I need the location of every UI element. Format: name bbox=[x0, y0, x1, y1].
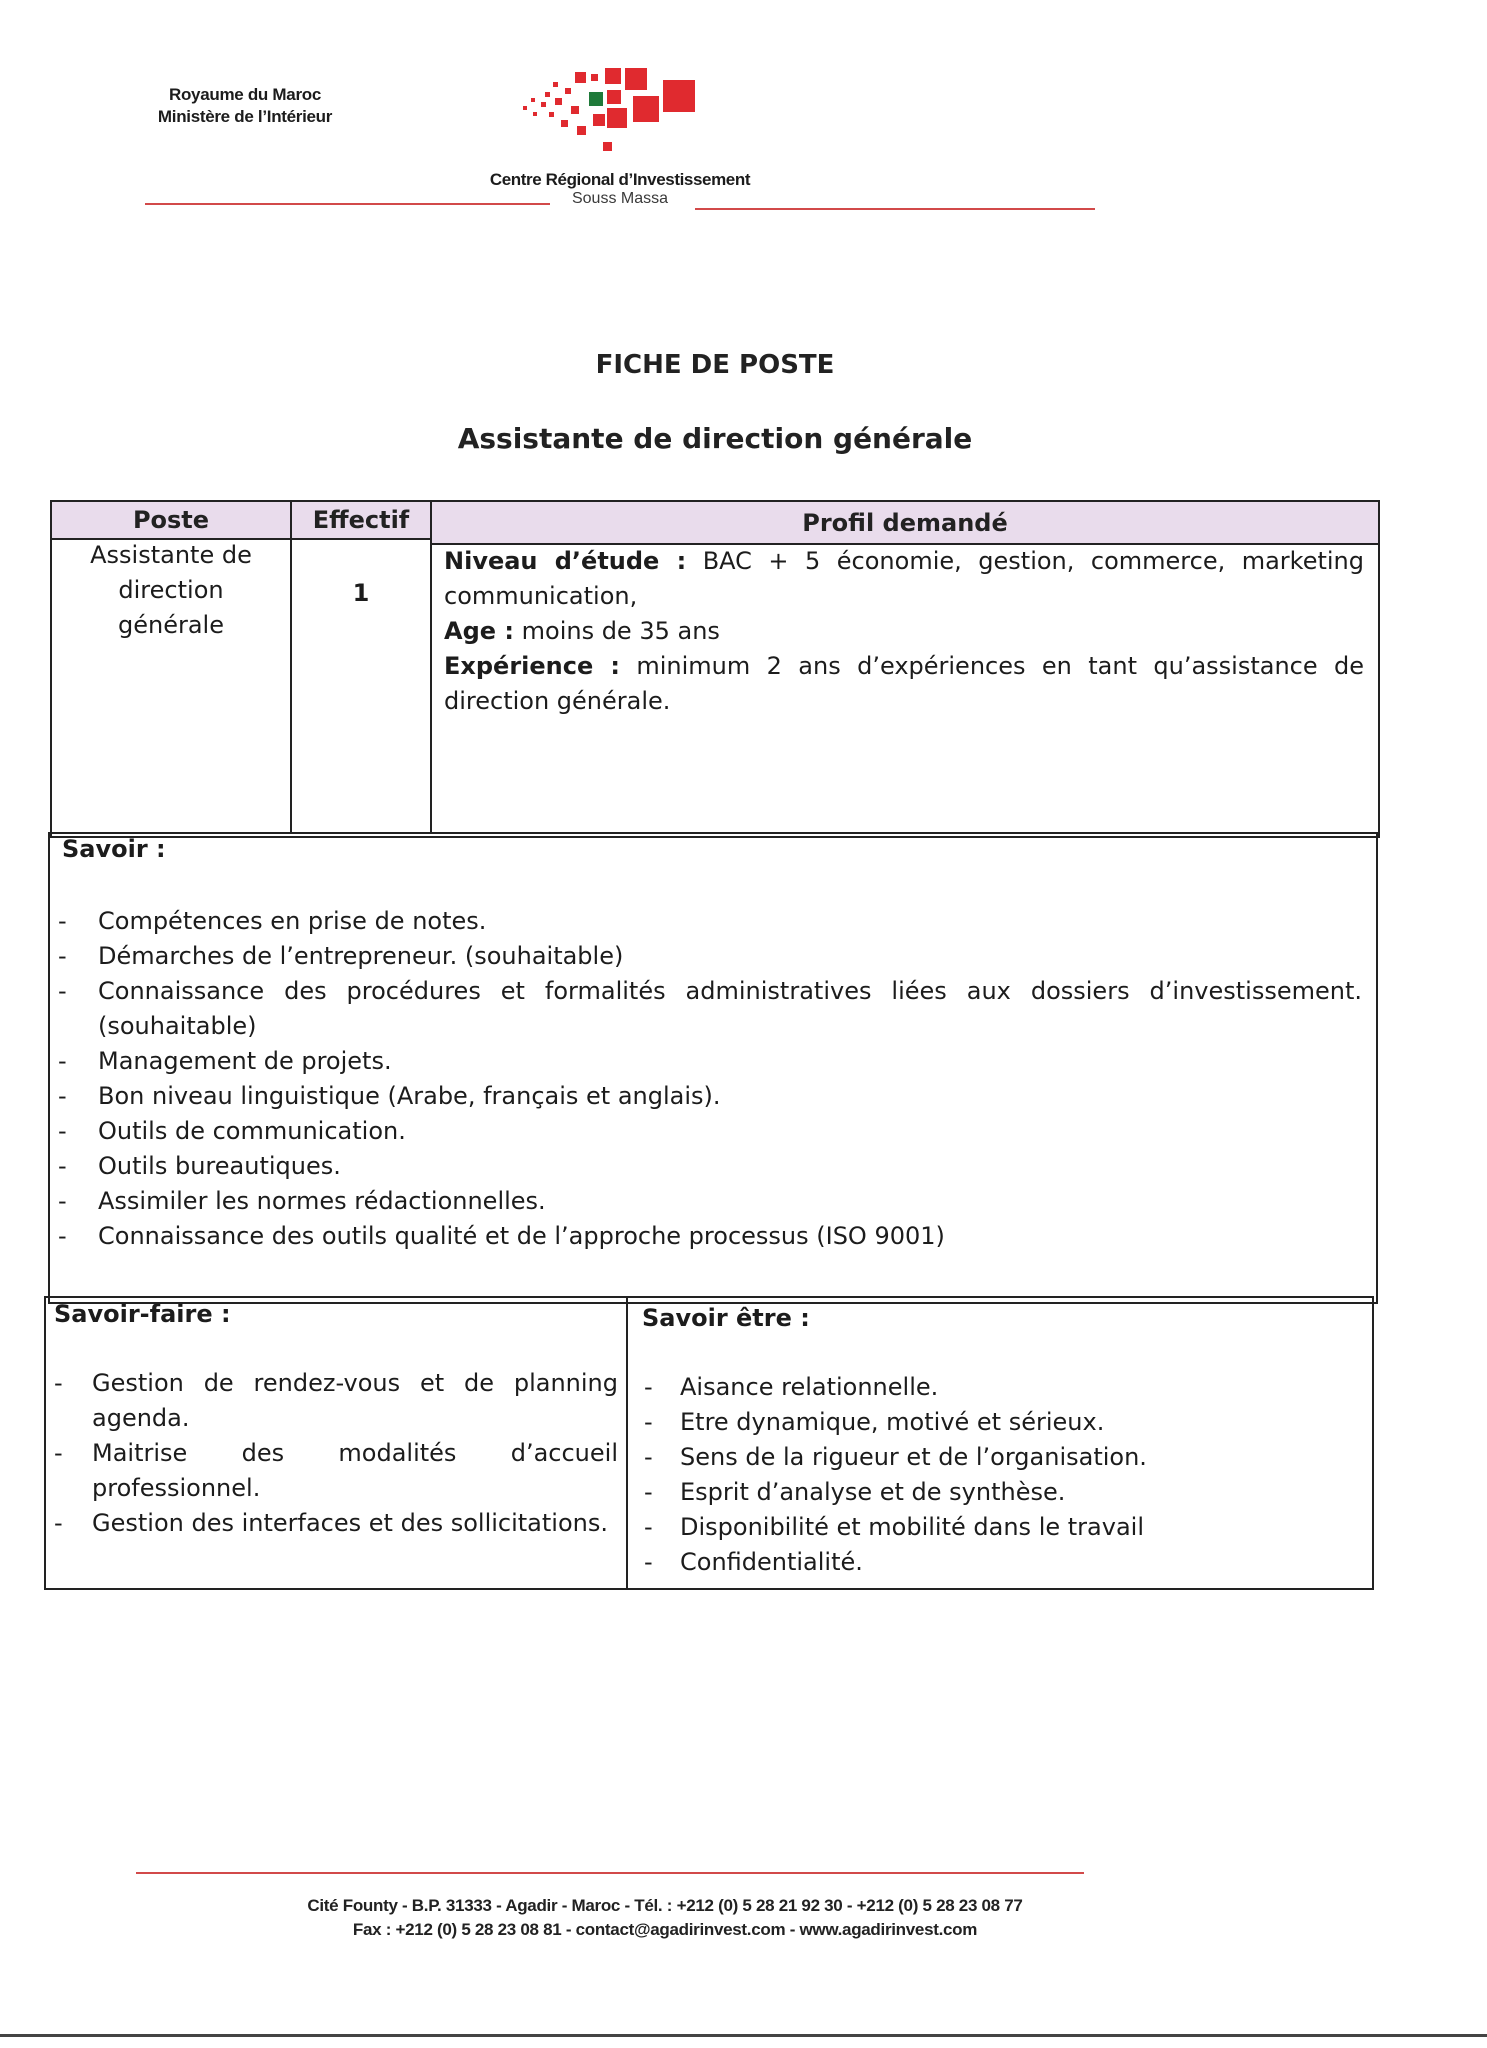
header-effectif: Effectif bbox=[292, 502, 430, 538]
savoir-etre-item: - Esprit d’analyse et de synthèse. bbox=[636, 1475, 1356, 1510]
ministry-name: Ministère de l’Intérieur bbox=[157, 107, 333, 126]
savoir-etre-item: - Sens de la rigueur et de l’organisation. bbox=[636, 1440, 1356, 1475]
savoir-item: - Démarches de l’entrepreneur. (souhaitable) bbox=[50, 939, 1362, 974]
savoir-item: - Outils bureautiques. bbox=[50, 1149, 1362, 1184]
skills-divider bbox=[626, 1296, 628, 1590]
savoir-faire-item: - Gestion de rendez-vous et de planning agenda. bbox=[46, 1366, 618, 1436]
savoir-item: - Bon niveau linguistique (Arabe, français et anglais). bbox=[50, 1079, 1362, 1114]
savoir-item: - Assimiler les normes rédactionnelles. bbox=[50, 1184, 1362, 1219]
region-name: Souss Massa bbox=[571, 190, 669, 207]
experience-label: Expérience : bbox=[444, 652, 620, 680]
age-label: Age : bbox=[444, 617, 514, 645]
savoir-etre-item: - Etre dynamique, motivé et sérieux. bbox=[636, 1405, 1356, 1440]
savoir-item: - Management de projets. bbox=[50, 1044, 1362, 1079]
niveau-label: Niveau d’étude : bbox=[444, 547, 687, 575]
savoir-etre-item: - Confidentialité. bbox=[636, 1545, 1356, 1580]
savoir-faire-title: Savoir-faire : bbox=[54, 1300, 231, 1328]
niveau-value: BAC + 5 économie, gestion, commerce, marketing communication, bbox=[444, 547, 1365, 610]
niveau-row bbox=[444, 544, 1364, 614]
savoir-etre-item: - Aisance relationnelle. bbox=[636, 1370, 1356, 1405]
savoir-item: - Outils de communication. bbox=[50, 1114, 1362, 1149]
savoir-title: Savoir : bbox=[62, 835, 166, 863]
column-divider-2 bbox=[430, 500, 432, 832]
age-value: moins de 35 ans bbox=[521, 617, 720, 645]
footer-address bbox=[100, 1894, 1230, 1942]
effectif-value: 1 bbox=[352, 579, 370, 607]
footer-divider bbox=[136, 1872, 1084, 1874]
poste-line: direction bbox=[118, 576, 224, 604]
savoir-etre-list bbox=[636, 1370, 1356, 1580]
poste-line: Assistante de bbox=[90, 541, 252, 569]
cri-logo bbox=[515, 68, 725, 168]
header-poste: Poste bbox=[52, 502, 290, 538]
savoir-etre-title: Savoir être : bbox=[642, 1304, 810, 1332]
age-row bbox=[444, 614, 1364, 649]
document-subtitle: Assistante de direction générale bbox=[457, 422, 973, 455]
savoir-item: - Connaissance des outils qualité et de l’approche processus (ISO 9001) bbox=[50, 1219, 1362, 1254]
government-heading bbox=[130, 84, 360, 128]
savoir-item: - Connaissance des procédures et formalités administratives liées aux dossiers d’investissement.(souhaitable) bbox=[50, 974, 1362, 1044]
footer-line: Cité Founty - B.P. 31333 - Agadir - Maroc - Tél. : +212 (0) 5 28 21 92 30 - +212 (0) 5 28 23 08 77 bbox=[307, 1896, 1023, 1915]
footer-line: Fax : +212 (0) 5 28 23 08 81 - contact@agadirinvest.com - www.agadirinvest.com bbox=[352, 1920, 978, 1939]
experience-row bbox=[444, 649, 1364, 719]
savoir-item: - Compétences en prise de notes. bbox=[50, 904, 1362, 939]
country-name: Royaume du Maroc bbox=[168, 85, 321, 104]
savoir-faire-item: - Maitrise des modalités d’accueil professionnel. bbox=[46, 1436, 618, 1506]
poste-cell bbox=[52, 538, 290, 643]
savoir-list bbox=[50, 904, 1362, 1254]
column-divider-1 bbox=[290, 500, 292, 832]
savoir-faire-list bbox=[46, 1366, 618, 1541]
header-divider-left bbox=[145, 203, 550, 205]
profile-cell bbox=[444, 544, 1364, 719]
header-divider-right bbox=[695, 208, 1095, 210]
scan-edge bbox=[0, 2034, 1487, 2037]
document-title: FICHE DE POSTE bbox=[595, 350, 835, 380]
savoir-etre-item: - Disponibilité et mobilité dans le travail bbox=[636, 1510, 1356, 1545]
poste-line: générale bbox=[118, 611, 224, 639]
savoir-faire-item: - Gestion des interfaces et des sollicitations. bbox=[46, 1506, 618, 1541]
header-profil: Profil demandé bbox=[432, 502, 1378, 543]
center-name: Centre Régional d’Investissement bbox=[489, 170, 751, 189]
experience-value: minimum 2 ans d’expériences en tant qu’assistance de direction générale. bbox=[444, 652, 1365, 715]
